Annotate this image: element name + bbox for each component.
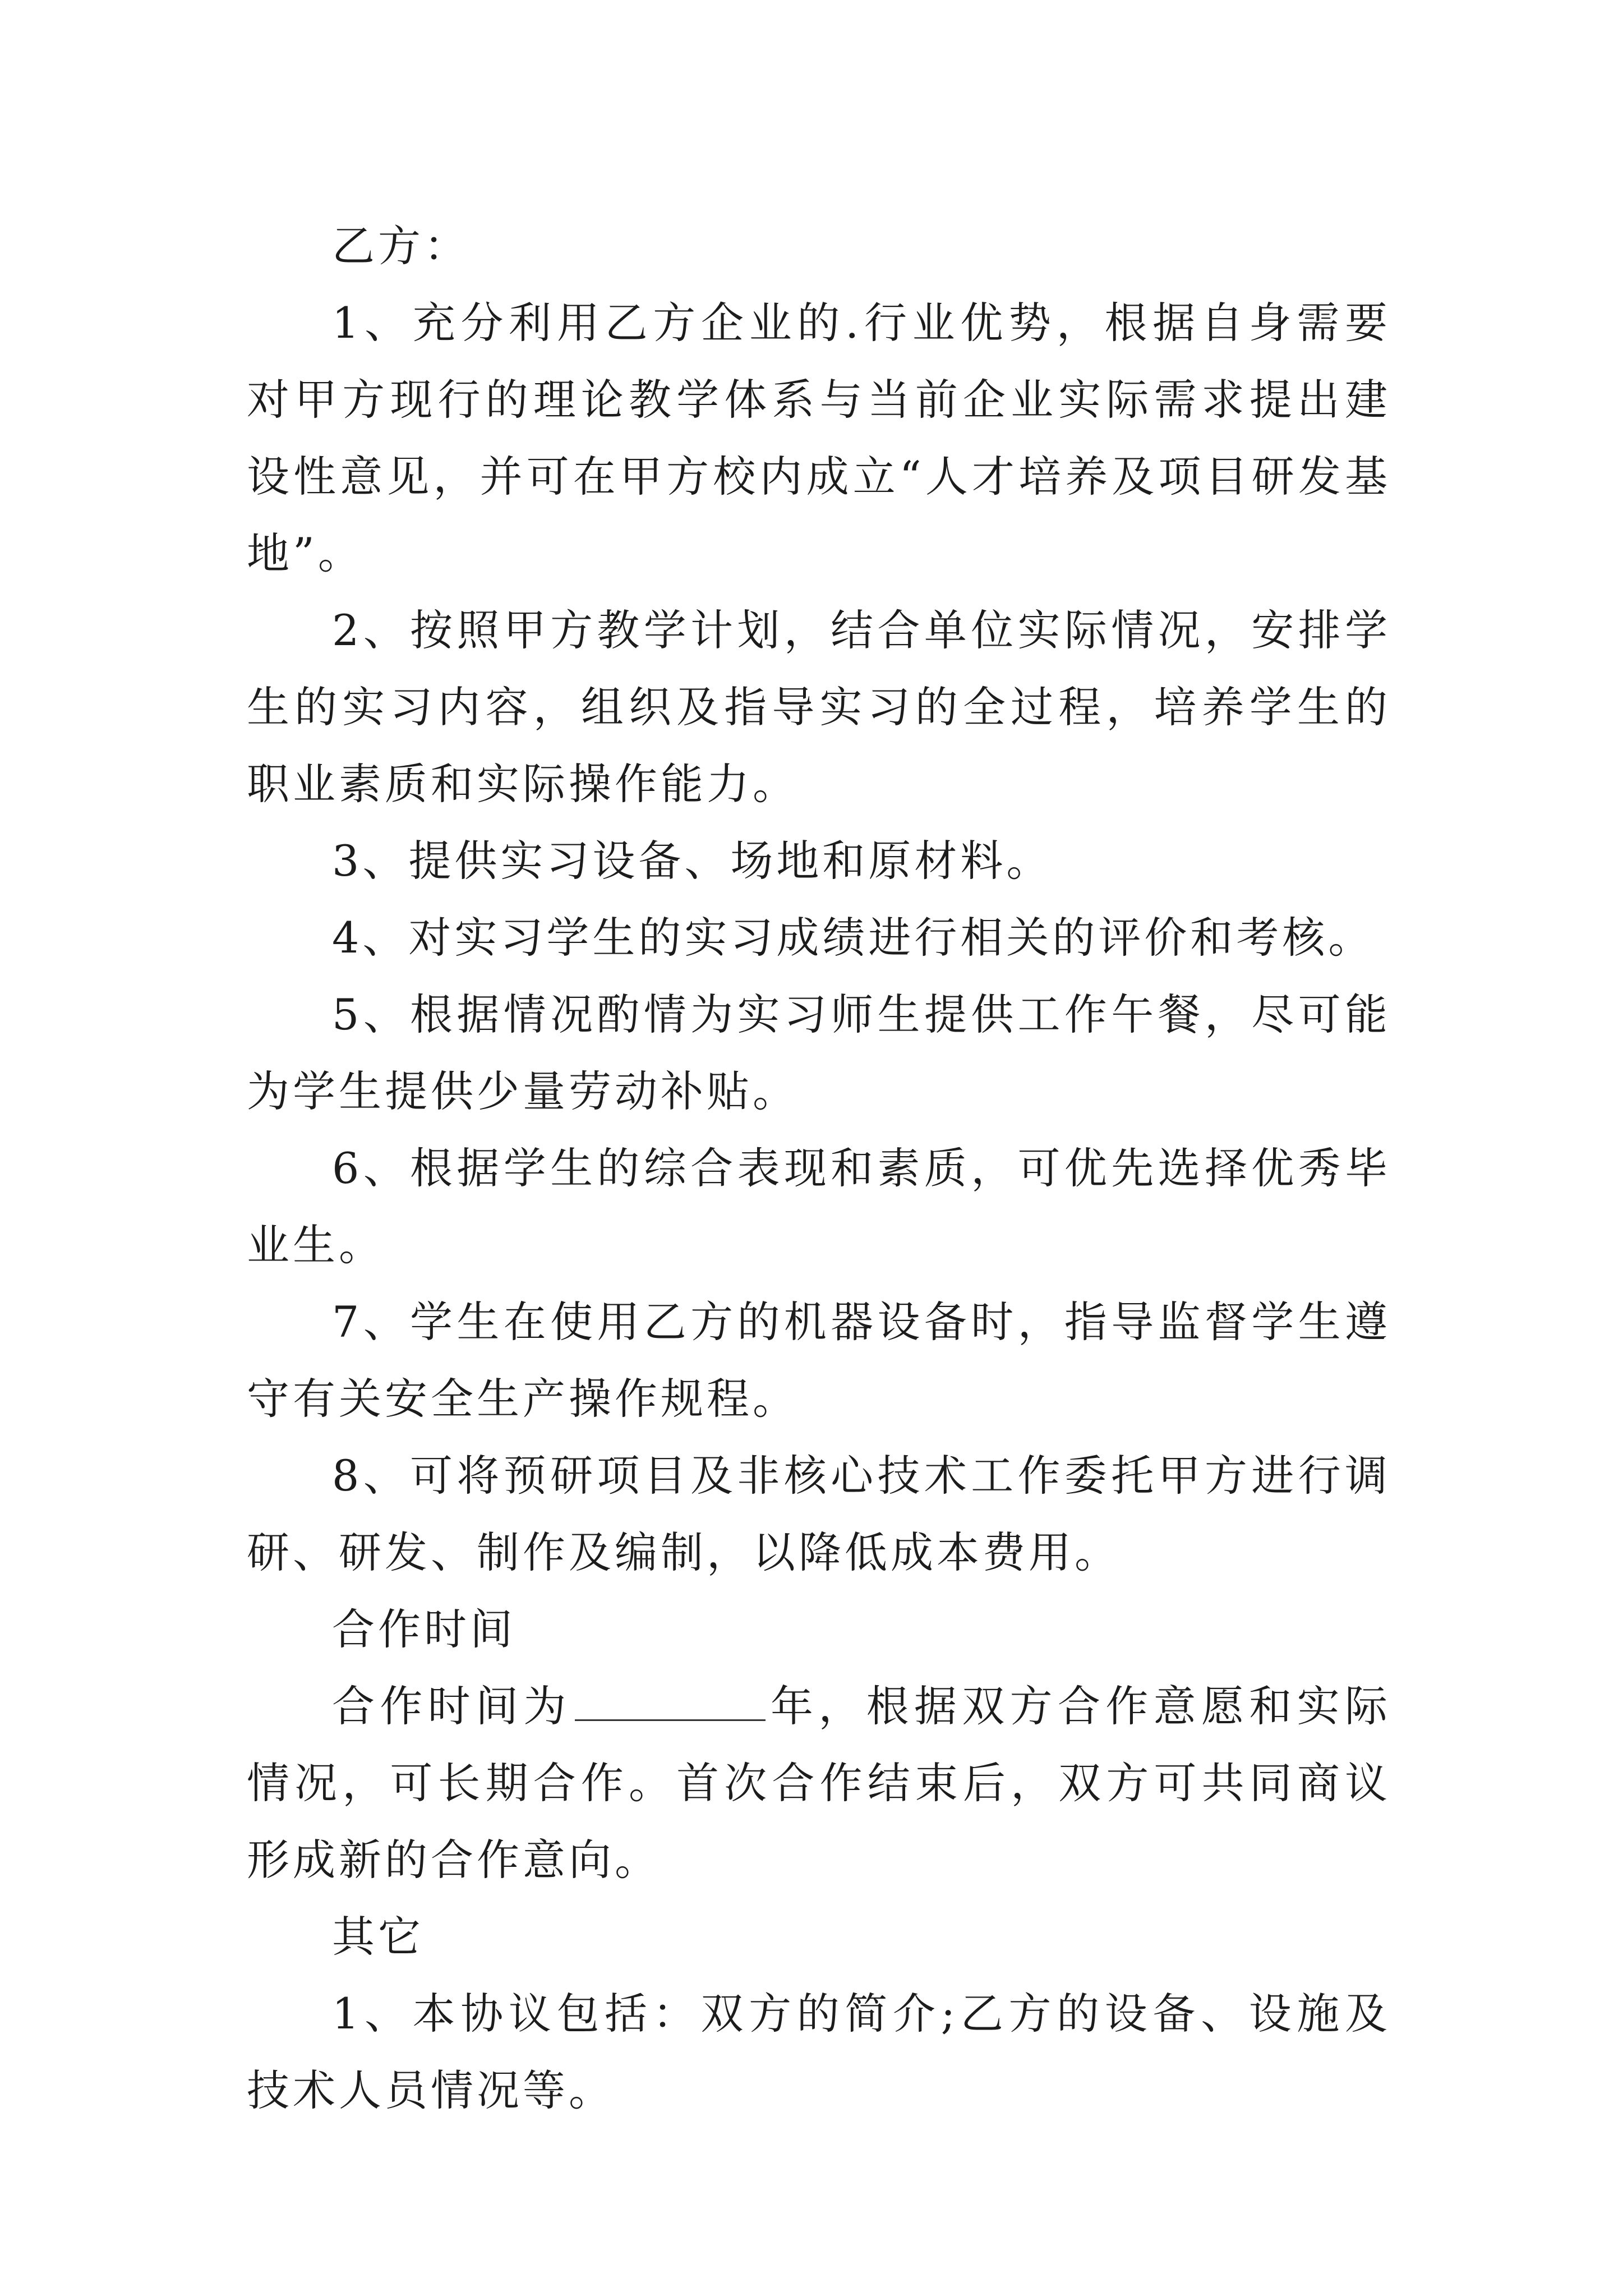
party-b-clause-5: 5、根据情况酌情为实习师生提供工作午餐，尽可能为学生提供少量劳动补贴。 xyxy=(247,990,1391,1116)
party-b-clause-3: 3、提供实习设备、场地和原材料。 xyxy=(332,836,1053,886)
party-b-clause-8: 8、可将预研项目及非核心技术工作委托甲方进行调研、研发、制作及编制，以降低成本费用。 xyxy=(247,1451,1391,1577)
party-b-clause-6: 6、根据学生的综合表现和素质，可优先选择优秀毕业生。 xyxy=(247,1143,1391,1270)
other-clause-1: 1、本协议包括：双方的简介;乙方的设备、设施及技术人员情况等。 xyxy=(247,1989,1391,2115)
party-b-heading: 乙方： xyxy=(332,221,470,271)
party-b-clause-1: 1、充分利用乙方企业的.行业优势，根据自身需要对甲方现行的理论教学体系与当前企业实际需求提出建设性意见，并可在甲方校内成立“人才培养及项目研发基地”。 xyxy=(247,298,1391,578)
cooperation-time-paragraph xyxy=(247,1668,1391,1898)
cooperation-time-text-before: 合作时间为 xyxy=(332,1681,571,1731)
other-heading: 其它 xyxy=(332,1912,424,1962)
cooperation-time-heading: 合作时间 xyxy=(332,1604,516,1654)
document-body xyxy=(247,208,1391,2129)
years-blank-line xyxy=(575,1680,766,1721)
party-b-clause-4: 4、对实习学生的实习成绩进行相关的评价和考核。 xyxy=(332,913,1375,963)
party-b-clause-7: 7、学生在使用乙方的机器设备时，指导监督学生遵守有关安全生产操作规程。 xyxy=(247,1297,1391,1424)
cooperation-time-text-after: 年，根据双方合作意愿和实际情况，可长期合作。首次合作结束后，双方可共同商议形成新的合作意向。 xyxy=(247,1681,1391,1885)
party-b-clause-2: 2、按照甲方教学计划，结合单位实际情况，安排学生的实习内容，组织及指导实习的全过程，培养学生的职业素质和实际操作能力。 xyxy=(247,605,1391,809)
